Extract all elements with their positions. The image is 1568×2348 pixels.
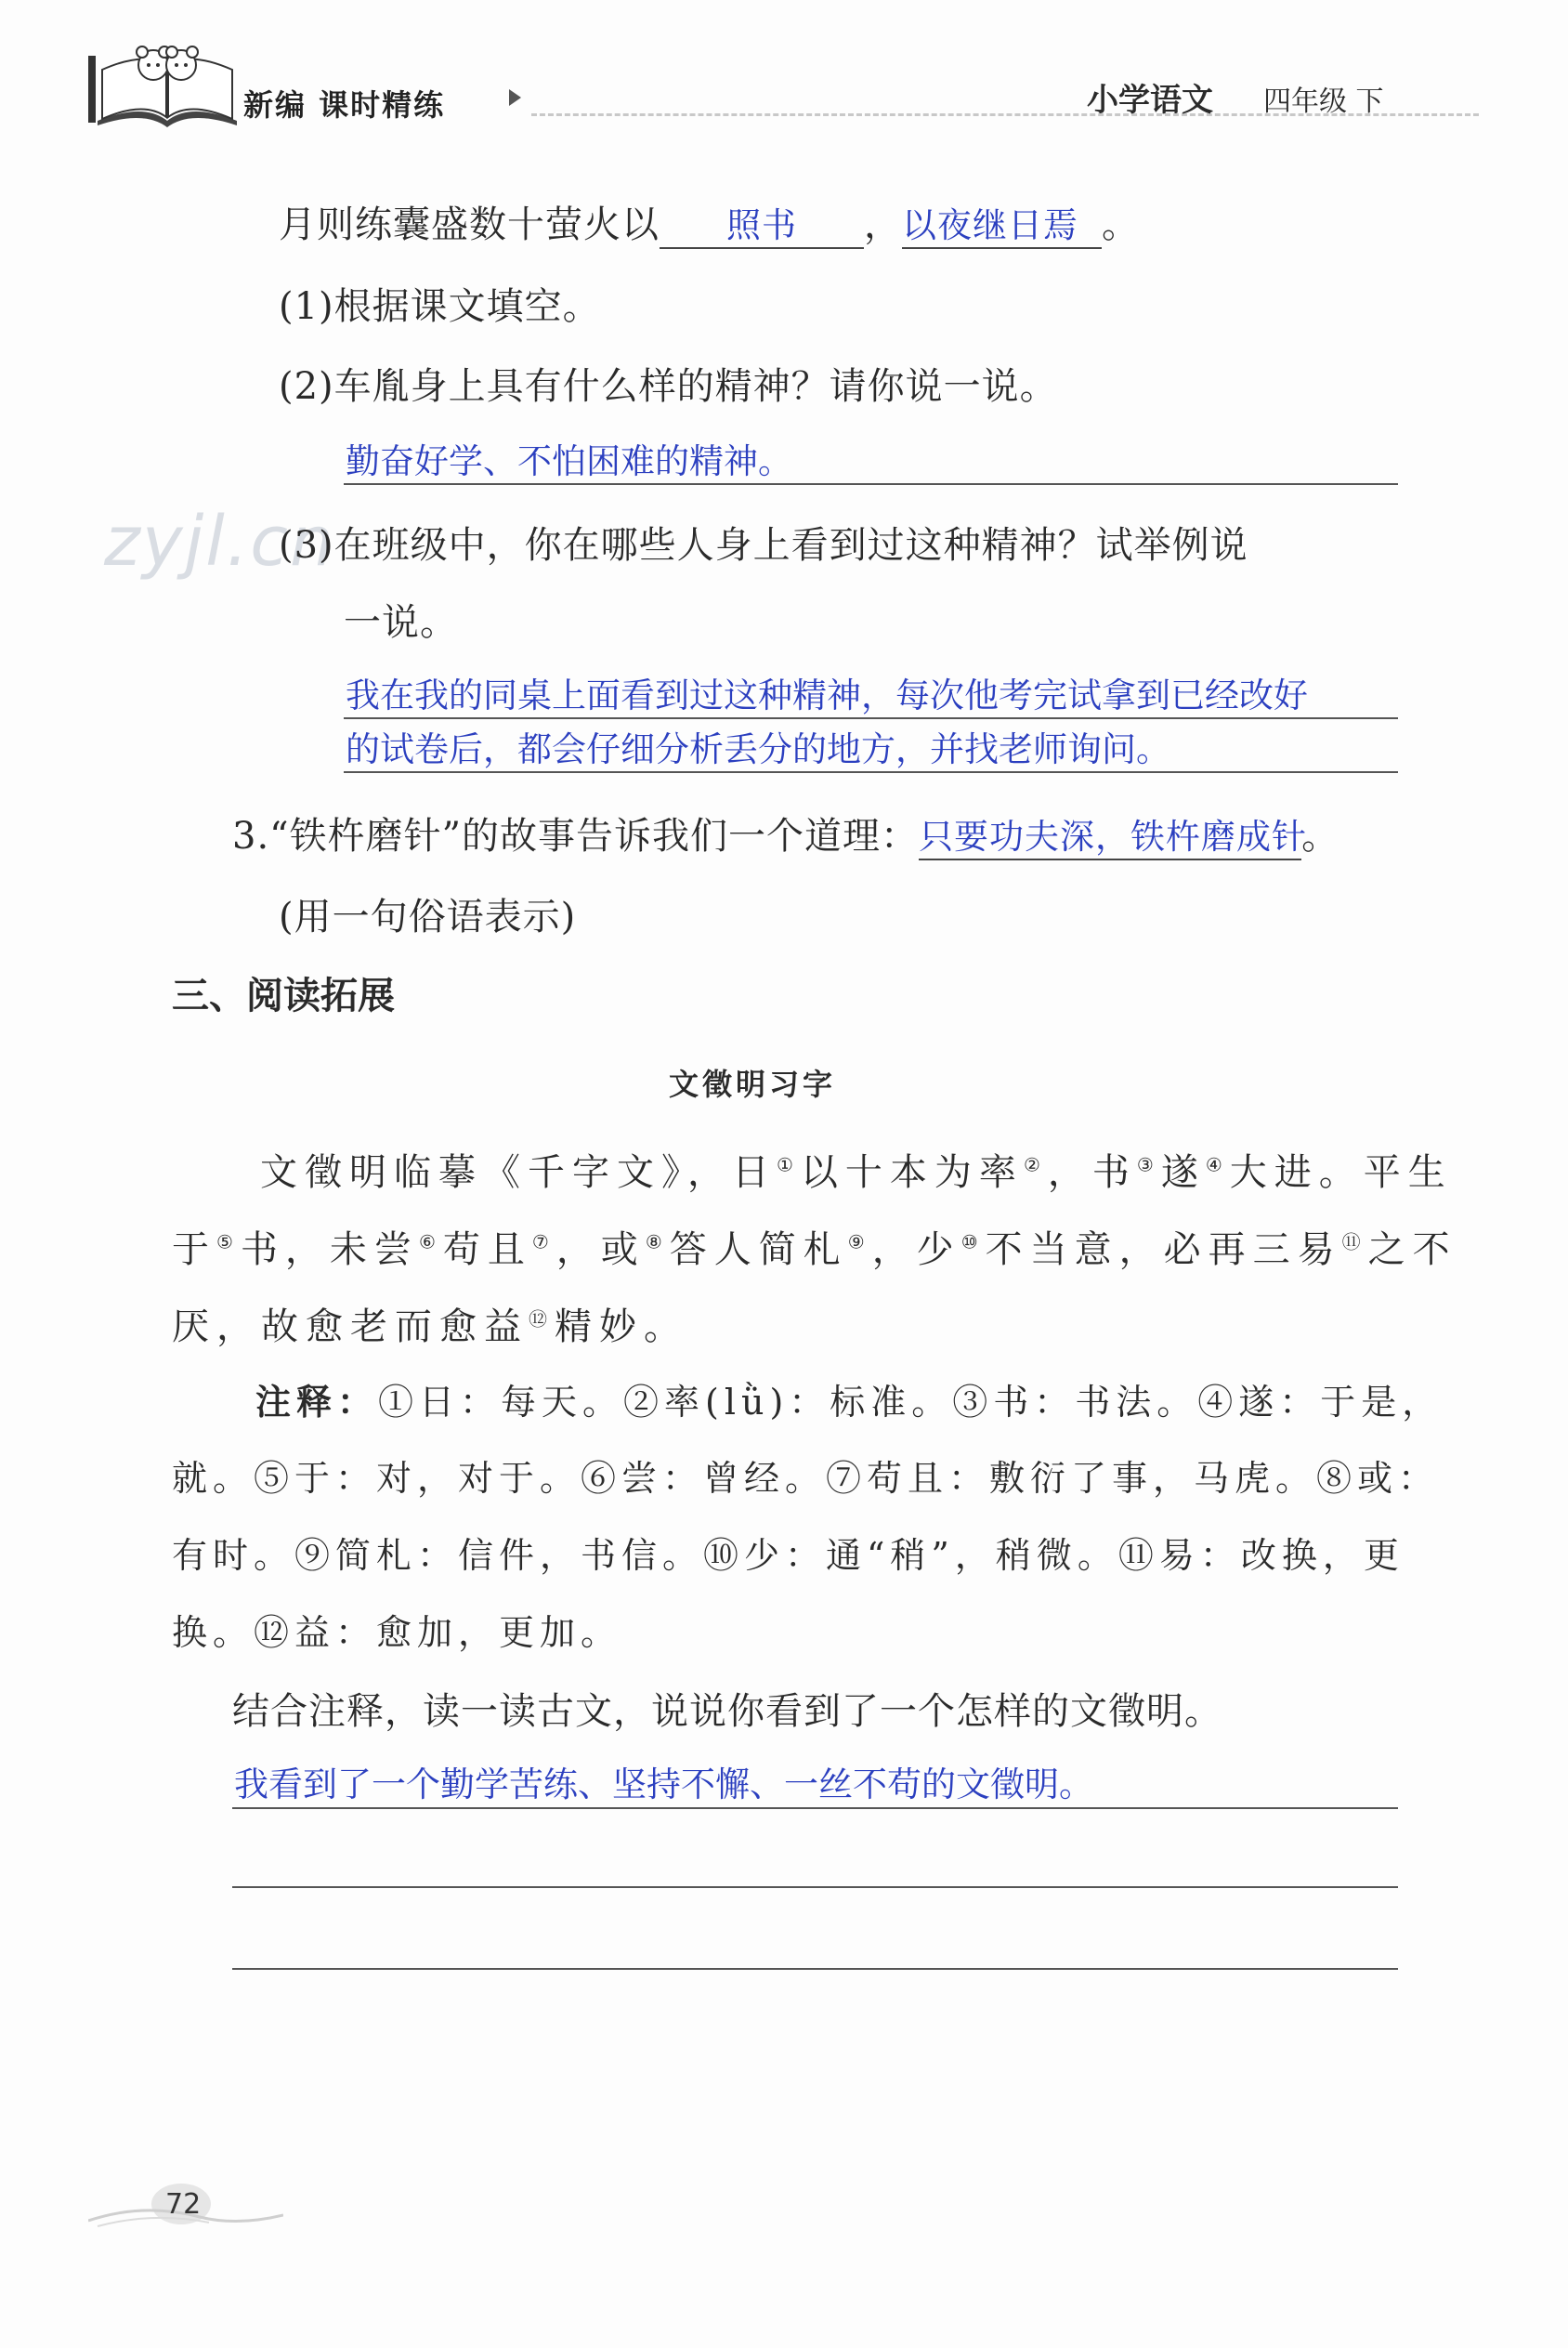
notes-label: 注释： [255, 1382, 379, 1423]
sub-question-2-answer: 勤奋好学、不怕困难的精神。 [346, 441, 792, 481]
passage-text: 不当意，必再三易 [985, 1228, 1342, 1271]
question-3-hint: (用一句俗语表示) [279, 896, 577, 938]
blank-2-answer: 以夜继日焉 [902, 205, 1078, 245]
answer-line [344, 717, 1398, 719]
answer-line [232, 1807, 1398, 1809]
section-heading: 三、阅读拓展 [172, 975, 395, 1017]
sub-question-2: (2)车胤身上具有什么样的精神？请你说一说。 [279, 365, 1058, 408]
note-mark: ⑪ [1341, 1230, 1368, 1253]
subject-label: 小学语文 [1087, 82, 1213, 119]
notes-line-4: 换。⑫益：愈加，更加。 [172, 1612, 622, 1653]
question-3-end: 。 [1301, 815, 1340, 858]
passage-line-2 [172, 1220, 1457, 1273]
watermark: zyjl.cn [104, 502, 335, 582]
note-mark: ④ [1205, 1153, 1230, 1176]
note-mark: ⑨ [847, 1230, 872, 1253]
reading-question: 结合注释，读一读古文，说说你看到了一个怎样的文徵明。 [232, 1690, 1222, 1733]
sub-question-1: (1)根据课文填空。 [279, 285, 601, 328]
sub-question-3-answer-1: 我在我的同桌上面看到过这种精神，每次他考完试拿到已经改好 [346, 676, 1308, 715]
blank-1-answer: 照书 [726, 205, 797, 245]
passage-line-3 [172, 1297, 688, 1350]
q-line1-end: 。 [1102, 203, 1140, 246]
q-line1-comma: ， [864, 203, 902, 246]
reading-answer: 我看到了一个勤学苦练、坚持不懈、一丝不苟的文徵明。 [234, 1764, 1093, 1804]
passage-line-1 [260, 1143, 1453, 1196]
book-bears-icon [88, 37, 246, 130]
sub-question-3-cont: 一说。 [344, 601, 458, 644]
passage-text: 文徵明临摹《千字文》，日 [260, 1151, 777, 1194]
passage-text: 答人简札 [669, 1228, 848, 1271]
note-mark: ② [1023, 1153, 1048, 1176]
arrow-right-icon [509, 89, 521, 106]
series-title: 新编 课时精练 [243, 87, 446, 123]
passage-text: 之不 [1367, 1228, 1457, 1271]
sub-question-3: (3)在班级中，你在哪些人身上看到过这种精神？试举例说 [279, 524, 1248, 567]
note-mark: ⑧ [645, 1230, 670, 1253]
passage-text: 大进。平生 [1229, 1151, 1453, 1194]
page-number: 72 [165, 2188, 202, 2221]
passage-text: 苟且 [442, 1228, 532, 1271]
passage-text: 精妙。 [555, 1305, 688, 1348]
sub-question-3-answer-2: 的试卷后，都会仔细分析丢分的地方，并找老师询问。 [346, 729, 1170, 769]
blank-1 [660, 197, 864, 249]
answer-line [232, 1968, 1398, 1970]
answer-line [344, 771, 1398, 773]
note-mark: ③ [1136, 1153, 1161, 1176]
blank-3 [919, 808, 1308, 860]
passage-text: ，少 [871, 1228, 961, 1271]
passage-text: 遂 [1160, 1151, 1206, 1194]
note-mark: ⑫ [529, 1307, 555, 1331]
answer-line [344, 483, 1398, 485]
notes-text: ①日：每天。②率(lǜ)：标准。③书：书法。④遂：于是， [378, 1382, 1444, 1423]
notes-line-3: 有时。⑨简札：信件，书信。⑩少：通“稍”，稍微。⑪易：改换，更 [172, 1535, 1405, 1576]
blank-3-answer: 只要功夫深，铁杵磨成针 [919, 817, 1308, 857]
passage-text: 以十本为率 [800, 1151, 1024, 1194]
answer-line [232, 1886, 1398, 1888]
passage-text: 书，未尝 [240, 1228, 419, 1271]
q-line1 [279, 195, 1140, 249]
note-mark: ① [777, 1153, 801, 1176]
passage-text: ，或 [555, 1228, 646, 1271]
q-line1-text: 月则练囊盛数十萤火以 [279, 203, 660, 246]
note-mark: ⑥ [418, 1230, 443, 1253]
passage-title: 文徵明习字 [669, 1067, 837, 1102]
grade-label: 四年级 下 [1263, 85, 1384, 118]
passage-text: 于 [172, 1228, 216, 1271]
notes-line-2: 就。⑤于：对，对于。⑥尝：曾经。⑦苟且：敷衍了事，马虎。⑧或： [172, 1458, 1440, 1499]
blank-2 [902, 197, 1102, 249]
notes-line-1 [255, 1373, 1443, 1424]
question-3 [232, 807, 1339, 860]
note-mark: ⑦ [531, 1230, 556, 1253]
passage-text: 厌，故愈老而愈益 [172, 1305, 529, 1348]
note-mark: ⑩ [960, 1230, 986, 1253]
passage-text: ，书 [1047, 1151, 1137, 1194]
question-3-text: 3.“铁杵磨针”的故事告诉我们一个道理： [232, 815, 920, 858]
note-mark: ⑤ [216, 1230, 241, 1253]
